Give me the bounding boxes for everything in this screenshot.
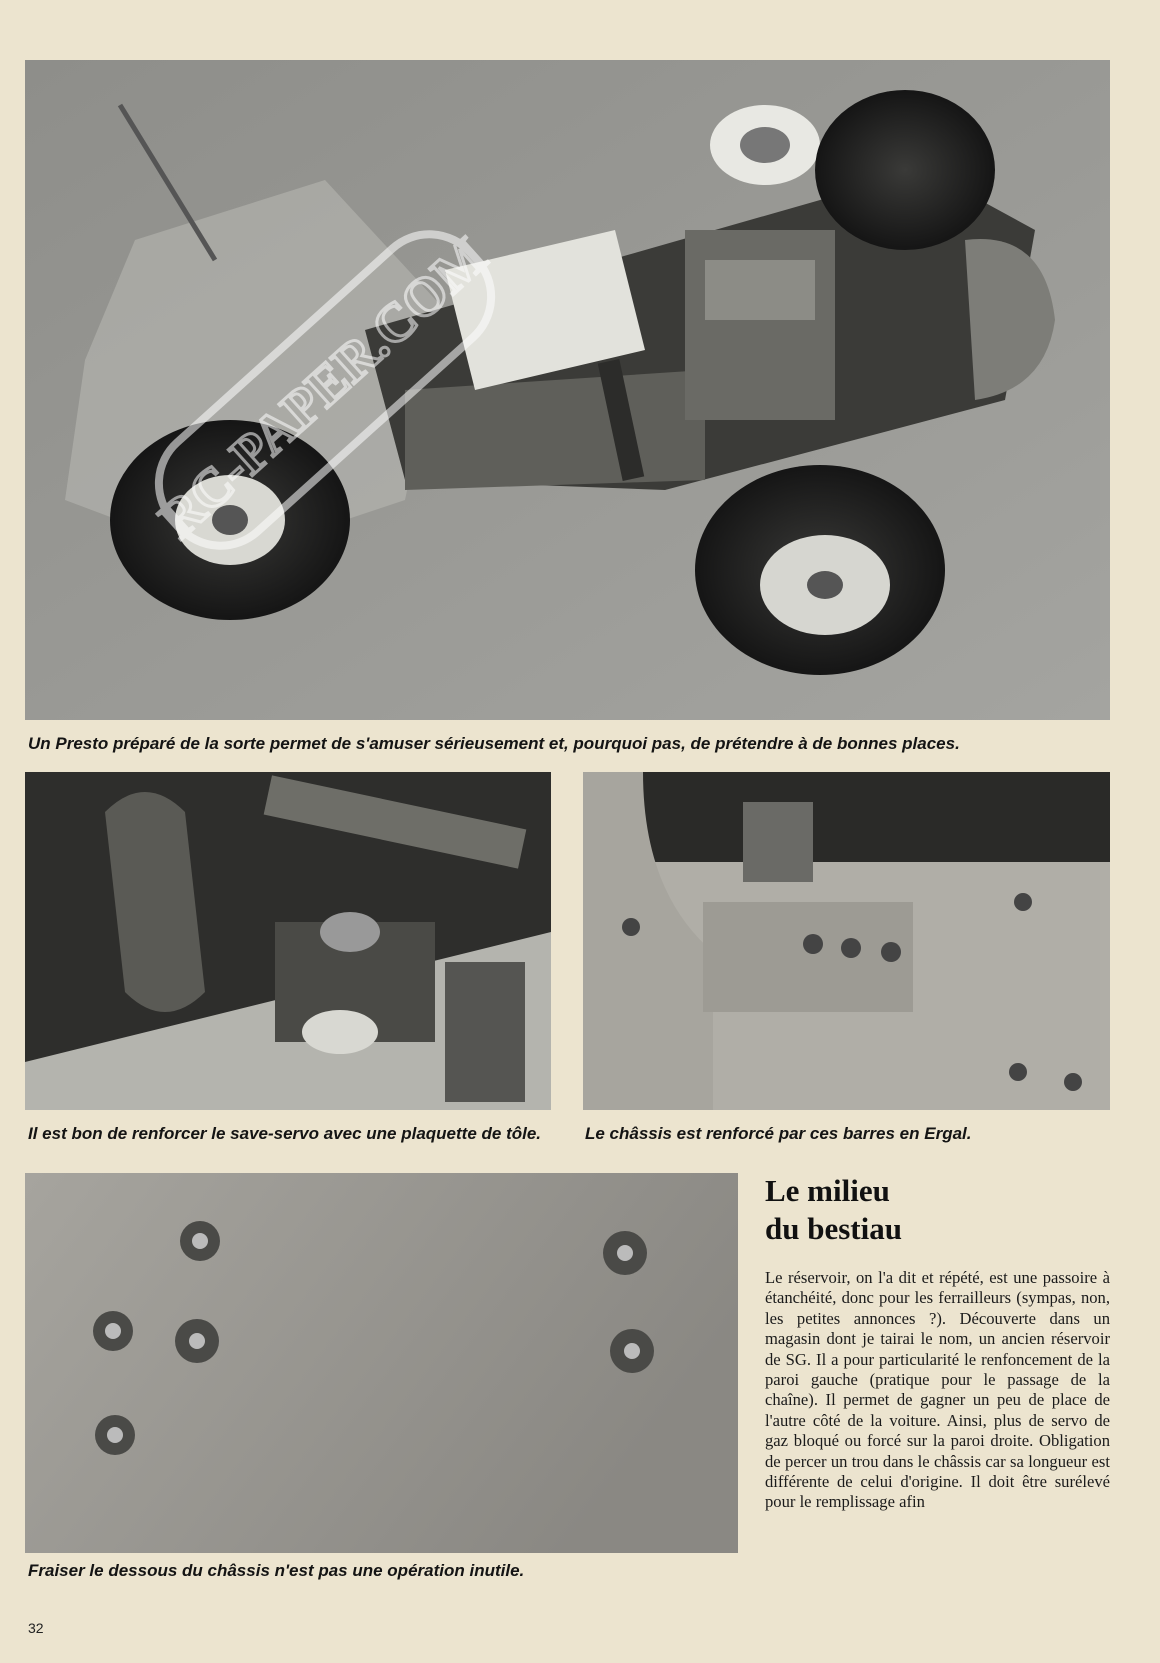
watermark-text: RC-PAPER.COM: [147, 225, 499, 550]
servo-photo-caption: Il est bon de renforcer le save-servo avec une plaquette de tôle.: [28, 1124, 542, 1143]
chassis-photo: [583, 772, 1110, 1110]
article-title-line1: Le milieu: [765, 1173, 890, 1208]
watermark-stamp: [25, 60, 1110, 720]
underside-photo-caption: Fraiser le dessous du châssis n'est pas une opération inutile.: [28, 1561, 525, 1580]
main-photo-rc-car: [25, 60, 1110, 720]
article-body: Le réservoir, on l'a dit et répété, est une passoire à étanchéité, donc pour les ferrailleurs (sympas, non, les petites annonces ?). Découverte dans un magasin dont je tairai le nom, un ancien réservoir de SG. Il a pour particularité le renfoncement de la paroi gauche (pratique pour le passage de la chaîne). Il permet de gagner un peu de place de l'autre côté de la voiture. Ainsi, plus de servo de gaz bloqué ou forcé sur la paroi droite. Obligation de percer un trou dans le châssis car sa longueur est différente de celui d'origine. Il doit être surélevé pour le remplissage afin: [765, 1268, 1110, 1512]
chassis-photo-caption: Le châssis est renforcé par ces barres en Ergal.: [585, 1124, 972, 1143]
main-photo-caption: Un Presto préparé de la sorte permet de s'amuser sérieusement et, pourquoi pas, de prétendre à de bonnes places.: [28, 734, 960, 753]
article-title: [765, 1172, 1125, 1248]
page-number: 32: [28, 1620, 44, 1636]
article-title-line2: du bestiau: [765, 1211, 902, 1246]
servo-photo: [25, 772, 551, 1110]
underside-photo: [25, 1173, 738, 1553]
